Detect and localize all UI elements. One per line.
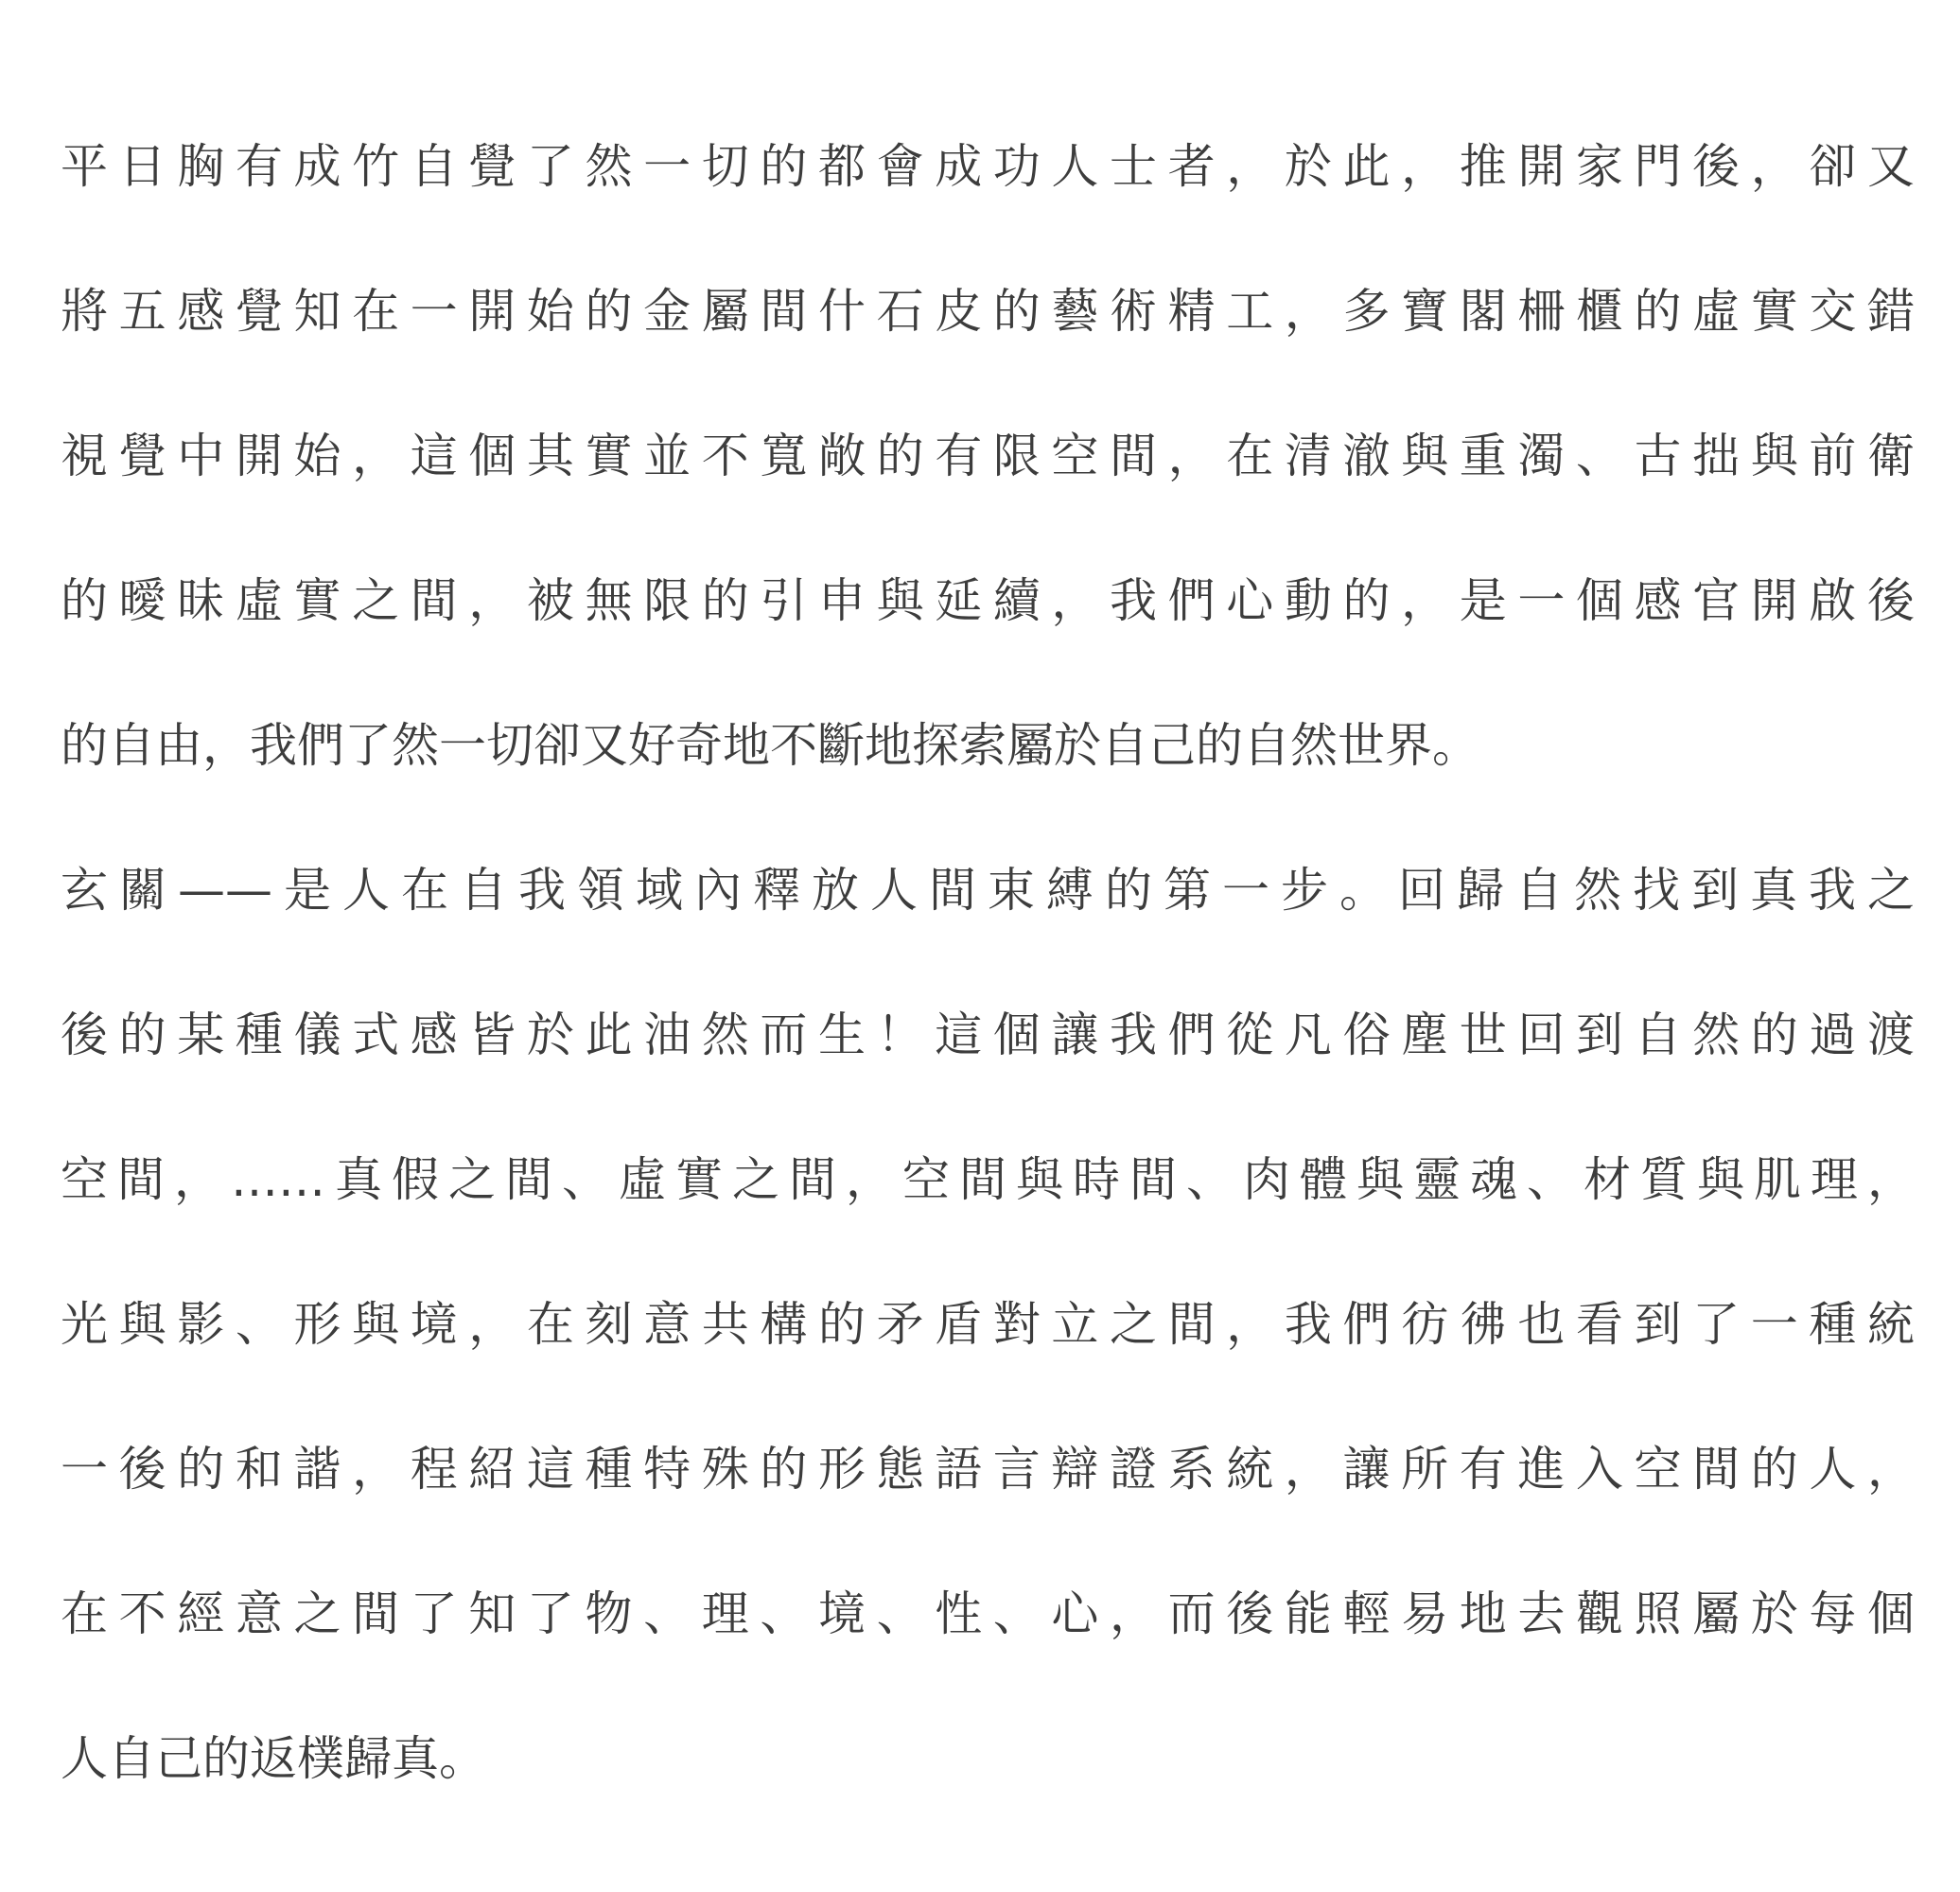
- text-line: 的曖昧虛實之間，被無限的引申與延續，我們心動的，是一個感官開啟後: [61, 573, 1915, 628]
- text-line: 平日胸有成竹自覺了然一切的都會成功人士者，於此，推開家門後，卻又: [61, 139, 1915, 194]
- text-line: 後的某種儀式感皆於此油然而生！這個讓我們從凡俗塵世回到自然的過渡: [61, 1007, 1915, 1062]
- text-line: 將五感覺知在一開始的金屬間什石皮的藝術精工，多寶閣柵櫃的虛實交錯: [61, 284, 1915, 339]
- text-line: 一後的和諧，程紹這種特殊的形態語言辯證系統，讓所有進入空間的人，: [61, 1442, 1915, 1497]
- text-line: 空間，……真假之間、虛實之間，空間與時間、肉體與靈魂、材質與肌理，: [61, 1152, 1915, 1207]
- text-line: 視覺中開始，這個其實並不寬敞的有限空間，在清澈與重濁、古拙與前衛: [61, 429, 1915, 483]
- text-line: 在不經意之間了知了物、理、境、性、心，而後能輕易地去觀照屬於每個: [61, 1586, 1915, 1641]
- text-line: 玄關——是人在自我領域內釋放人間束縛的第一步。回歸自然找到真我之: [61, 863, 1915, 918]
- paragraph-1: [61, 95, 1915, 818]
- text-line: 人自己的返樸歸真。: [61, 1731, 486, 1786]
- text-line: 光與影、形與境，在刻意共構的矛盾對立之間，我們彷彿也看到了一種統: [61, 1297, 1915, 1352]
- article-body: [61, 95, 1915, 1831]
- paragraph-2: [61, 818, 1915, 1831]
- text-line: 的自由，我們了然一切卻又好奇地不斷地探索屬於自己的自然世界。: [61, 718, 1479, 773]
